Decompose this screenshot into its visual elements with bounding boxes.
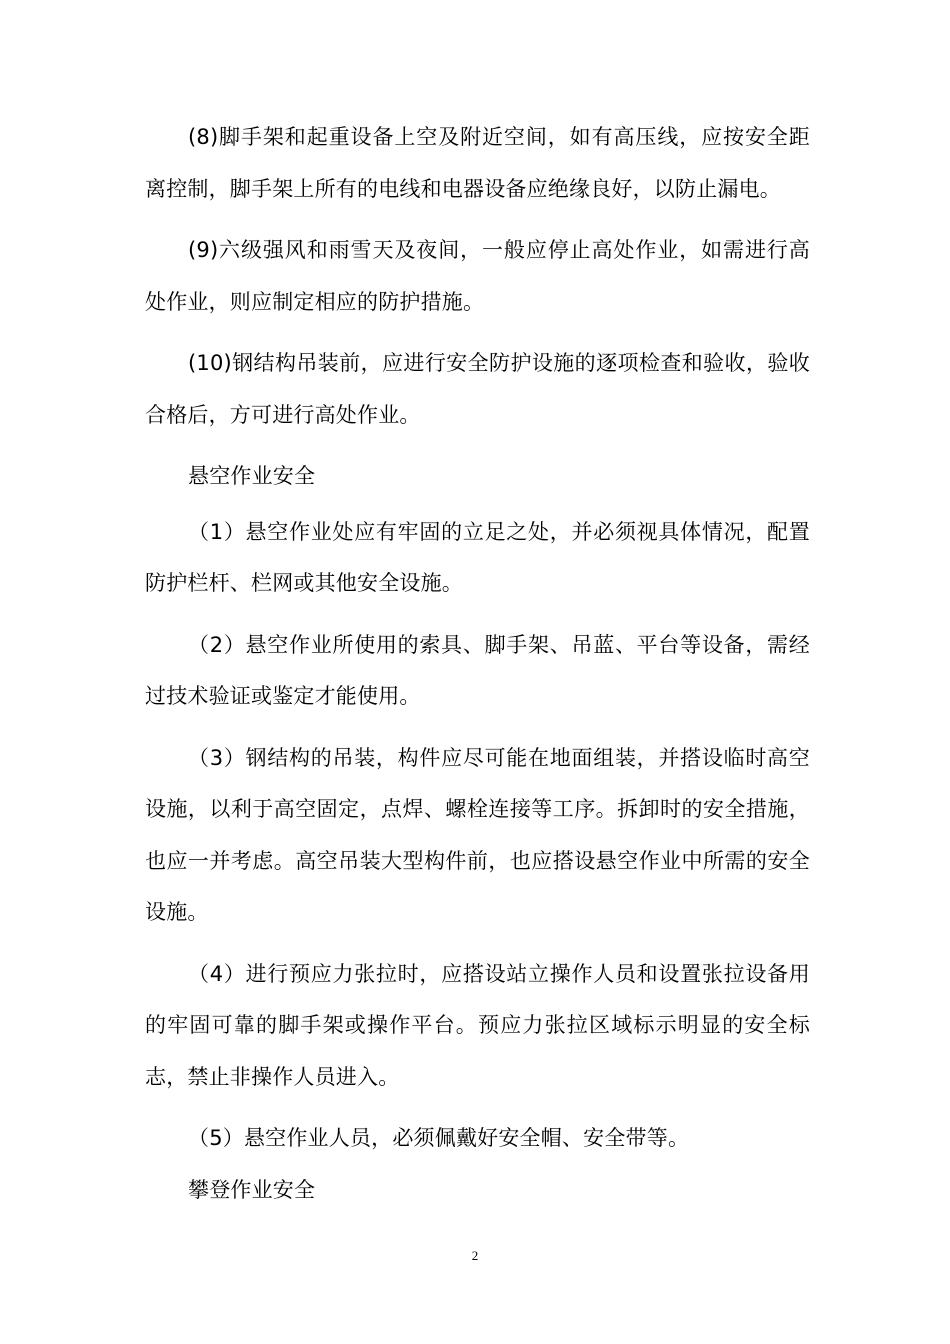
section-heading-suspended-work: 悬空作业安全	[188, 464, 316, 488]
paragraph-item-8: (8)脚手架和起重设备上空及附近空间，如有高压线，应按安全距离控制，脚手架上所有的电线和电器设备应绝缘良好，以防止漏电。	[145, 125, 810, 201]
paragraph-suspended-4: （4）进行预应力张拉时，应搭设站立操作人员和设置张拉设备用的牢固可靠的脚手架或操作平台。预应力张拉区域标示明显的安全标志，禁止非操作人员进入。	[145, 961, 810, 1089]
paragraph-suspended-2: （2）悬空作业所使用的索具、脚手架、吊蓝、平台等设备，需经过技术验证或鉴定才能使用。	[145, 632, 810, 708]
paragraph-item-10: (10)钢结构吊装前，应进行安全防护设施的逐项检查和验收，验收合格后，方可进行高处作业。	[145, 351, 810, 427]
section-heading-climbing-work: 攀登作业安全	[188, 1177, 316, 1202]
paragraph-suspended-5: （5）悬空作业人员，必须佩戴好安全帽、安全带等。	[188, 1126, 690, 1150]
page-number: 2	[471, 1248, 479, 1263]
paragraph-item-9: (9)六级强风和雨雪天及夜间，一般应停止高处作业，如需进行高处作业，则应制定相应的防护措施。	[145, 238, 810, 314]
paragraph-suspended-3: （3）钢结构的吊装，构件应尽可能在地面组装，并搭设临时高空设施，以利于高空固定，点焊、螺栓连接等工序。拆卸时的安全措施，也应一并考虑。高空吊装大型构件前，也应搭设悬空作业中所需的安全设施。	[145, 745, 810, 924]
document-body	[145, 112, 810, 1216]
paragraph-suspended-1: （1）悬空作业处应有牢固的立足之处，并必须视具体情况，配置防护栏杆、栏网或其他安全设施。	[145, 519, 810, 595]
